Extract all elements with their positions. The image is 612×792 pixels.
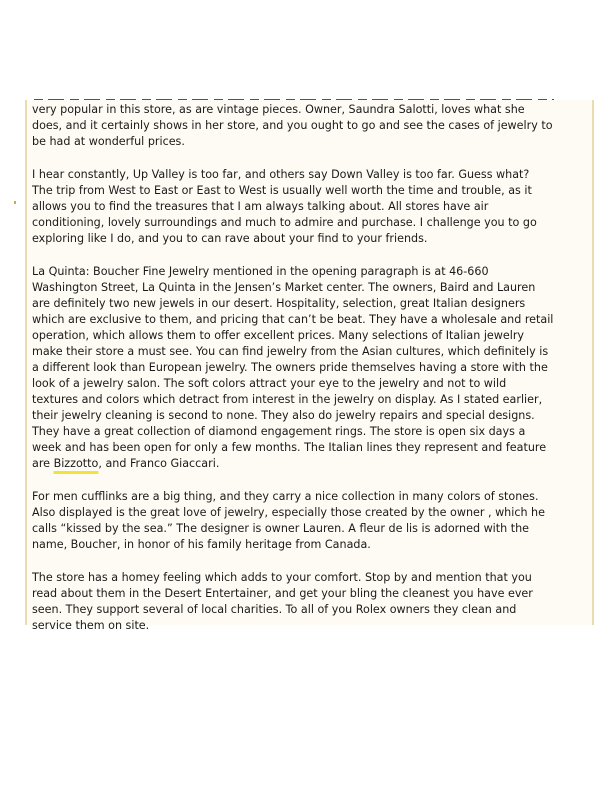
- text-line: operation, which allows them to offer excellent prices. Many selections of Italian jewelry: [32, 329, 525, 342]
- text-line: allows you to find the treasures that I am always talking about. All stores have air: [32, 200, 489, 213]
- text-line: read about them in the Desert Entertainer, and get your bling the cleanest you have ever: [32, 587, 533, 600]
- text-line: very popular in this store, as are vintage pieces. Owner, Saundra Salotti, loves what she: [32, 103, 525, 116]
- text-line: name, Boucher, in honor of his family heritage from Canada.: [32, 538, 371, 551]
- text-line: look of a jewelry salon. The soft colors attract your eye to the jewelry and not to wild: [32, 377, 507, 390]
- text-line: Also displayed is the great love of jewelry, especially those created by the owner , which he: [32, 506, 545, 519]
- text-fragment: are: [32, 457, 54, 470]
- text-line: service them on site.: [32, 619, 150, 632]
- paragraph-cufflinks: [32, 489, 592, 553]
- highlighted-brand: Bizzotto: [53, 457, 99, 470]
- text-line: seen. They support several of local charities. To all of you Rolex owners they clean and: [32, 603, 517, 616]
- paragraph-vintage-store: [32, 102, 592, 150]
- margin-mark: [14, 201, 16, 204]
- cropped-text-edge: [34, 98, 554, 101]
- text-line: They have a great collection of diamond engagement rings. The store is open six days a: [32, 425, 526, 438]
- paragraph-up-valley: [32, 167, 592, 247]
- text-line: be had at wonderful prices.: [32, 135, 185, 148]
- text-line: La Quinta: Boucher Fine Jewelry mentioned in the opening paragraph is at 46-660: [32, 265, 489, 278]
- text-fragment: , and Franco Giaccari.: [98, 457, 220, 470]
- text-line: which are exclusive to them, and pricing that can’t be beat. They have a wholesale and retail: [32, 313, 554, 326]
- paragraph-la-quinta: [32, 264, 592, 472]
- text-line: calls “kissed by the sea.” The designer is owner Lauren. A fleur de lis is adorned with the: [32, 522, 530, 535]
- text-line: [32, 456, 592, 472]
- text-line: are definitely two new jewels in our desert. Hospitality, selection, great Italian designers: [32, 297, 526, 310]
- text-line: make their store a must see. You can find jewelry from the Asian cultures, which definitely is: [32, 345, 549, 358]
- text-line: a different look than European jewelry. The owners pride themselves having a store with the: [32, 361, 548, 374]
- text-line: The trip from West to East or East to West is usually well worth the time and trouble, as it: [32, 184, 532, 197]
- text-line: exploring like I do, and you to can rave about your find to your friends.: [32, 232, 428, 245]
- text-line: conditioning, lovely surroundings and much to admire and purchase. I challenge you to go: [32, 216, 537, 229]
- paragraph-homey-store: [32, 570, 592, 634]
- text-line: I hear constantly, Up Valley is too far, and others say Down Valley is too far. Guess what?: [32, 168, 530, 181]
- text-line: For men cufflinks are a big thing, and they carry a nice collection in many colors of stones.: [32, 490, 539, 503]
- text-line: does, and it certainly shows in her store, and you ought to go and see the cases of jewelry to: [32, 119, 553, 132]
- text-line: The store has a homey feeling which adds to your comfort. Stop by and mention that you: [32, 571, 532, 584]
- text-line: their jewelry cleaning is second to none. They also do jewelry repairs and special designs.: [32, 409, 535, 422]
- text-line: textures and colors which detract from interest in the jewelry on display. As I stated earlier,: [32, 393, 543, 406]
- text-line: Washington Street, La Quinta in the Jensen’s Market center. The owners, Baird and Lauren: [32, 281, 536, 294]
- article-body: [32, 102, 592, 651]
- text-line: week and has been open for only a few months. The Italian lines they represent and feature: [32, 441, 547, 454]
